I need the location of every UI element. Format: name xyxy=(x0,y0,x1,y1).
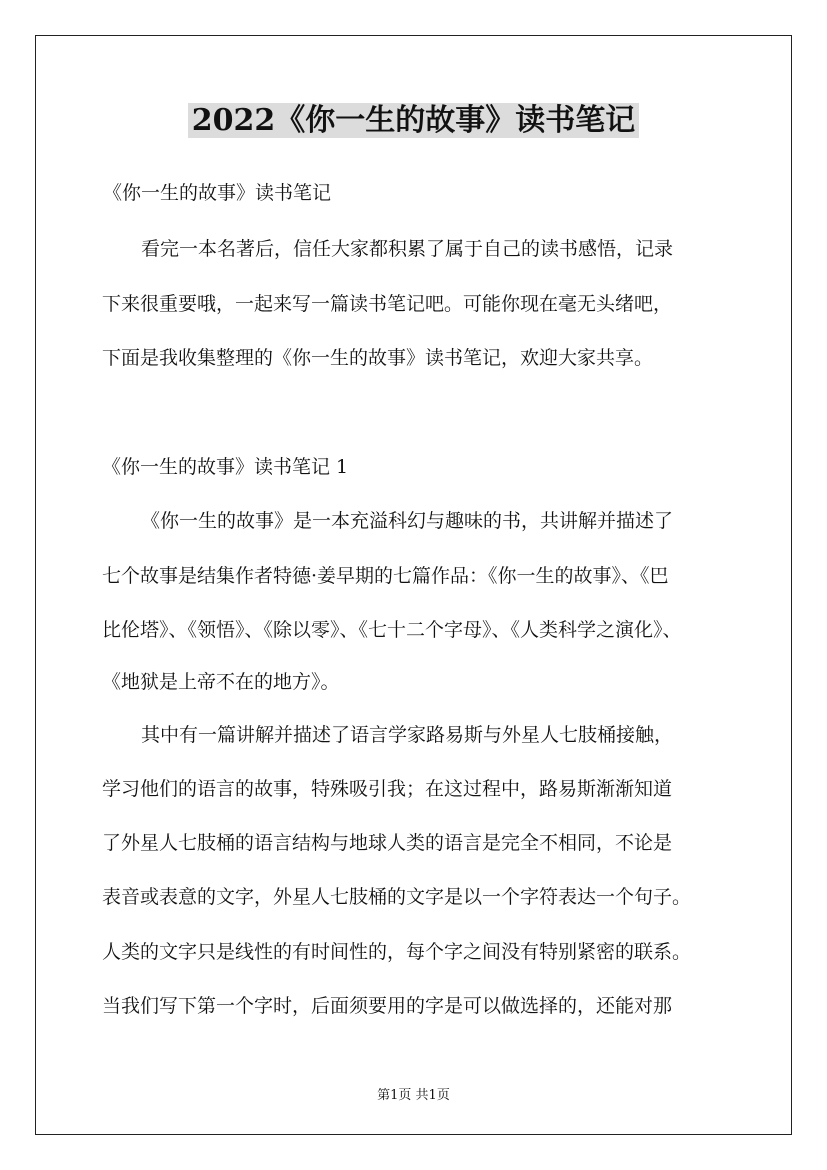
paragraph2-line: 其中有一篇讲解并描述了语言学家路易斯与外星人七肢桶接触， xyxy=(141,724,674,746)
paragraph2-line: 人类的文字只是线性的有时间性的，每个字之间没有特别紧密的联系。 xyxy=(102,941,692,963)
document-title-text: 2022《你一生的故事》读书笔记 xyxy=(188,103,640,138)
paragraph2-line: 当我们写下第一个字时，后面须要用的字是可以做选择的，还能对那 xyxy=(102,995,673,1017)
paragraph2-line: 了外星人七肢桶的语言结构与地球人类的语言是完全不相同，不论是 xyxy=(102,832,673,854)
paragraph1-line: 《你一生的故事》是一本充溢科幻与趣味的书，共讲解并描述了 xyxy=(141,510,674,532)
paragraph2-line: 学习他们的语言的故事，特殊吸引我；在这过程中，路易斯渐渐知道 xyxy=(102,778,673,800)
section-heading: 《你一生的故事》读书笔记 1 xyxy=(102,456,349,478)
document-title xyxy=(0,98,827,144)
paragraph2-line: 表音或表意的文字，外星人七肢桶的文字是以一个字符表达一个句子。 xyxy=(102,886,692,908)
paragraph1-line: 比伦塔》、《领悟》、《除以零》、《七十二个字母》、《人类科学之演化》、 xyxy=(102,619,682,641)
intro-line: 下面是我收集整理的《你一生的故事》读书笔记，欢迎大家共享。 xyxy=(102,347,654,369)
intro-line: 看完一本名著后，信任大家都积累了属于自己的读书感悟，记录 xyxy=(141,238,674,260)
intro-line: 下来很重要哦，一起来写一篇读书笔记吧。可能你现在毫无头绪吧， xyxy=(102,293,673,315)
subtitle: 《你一生的故事》读书笔记 xyxy=(103,182,332,204)
paragraph1-line: 七个故事是结集作者特德·姜早期的七篇作品：《你一生的故事》、《巴 xyxy=(102,565,669,587)
paragraph1-line: 《地狱是上帝不在的地方》。 xyxy=(102,671,340,693)
page-footer: 第1页 共1页 xyxy=(377,1088,450,1103)
